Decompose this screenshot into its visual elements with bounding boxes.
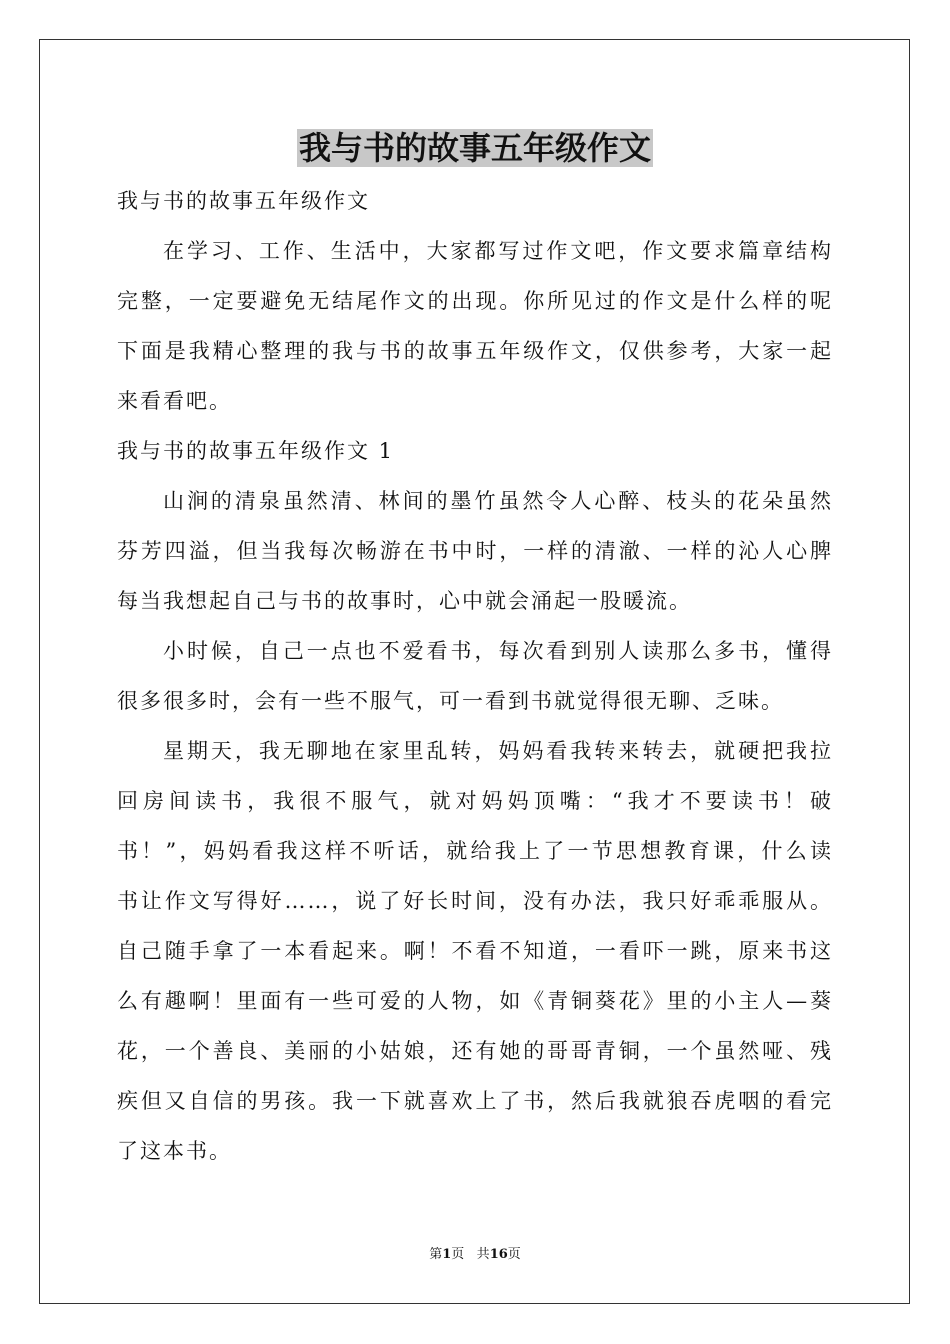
text-line: 芬芳四溢，但当我每次畅游在书中时，一样的清澈、一样的沁人心脾 xyxy=(117,539,833,563)
text-line: 在学习、工作、生活中，大家都写过作文吧，作文要求篇章结构 xyxy=(163,239,833,263)
text-line: 很多很多时，会有一些不服气，可一看到书就觉得很无聊、乏味。 xyxy=(117,689,784,713)
text-line: 疾但又自信的男孩。我一下就喜欢上了书，然后我就狼吞虎咽的看完 xyxy=(117,1089,833,1113)
footer-prefix: 第 xyxy=(429,1247,443,1262)
total-page-count: 16 xyxy=(489,1247,508,1262)
text-line: 下面是我精心整理的我与书的故事五年级作文，仅供参考，大家一起 xyxy=(117,339,833,363)
text-line: 来看看吧。 xyxy=(117,389,232,413)
current-page-number: 1 xyxy=(442,1247,452,1262)
text-line: 我与书的故事五年级作文 xyxy=(117,189,370,213)
footer-page-suffix: 页 xyxy=(451,1247,465,1262)
document-body xyxy=(117,176,833,1176)
text-line: 我与书的故事五年级作文 1 xyxy=(117,439,395,463)
text-line: 书让作文写得好……，说了好长时间，没有办法，我只好乖乖服从。 xyxy=(117,889,833,913)
text-line: 花，一个善良、美丽的小姑娘，还有她的哥哥青铜，一个虽然哑、残 xyxy=(117,1039,833,1063)
footer-total-suffix: 页 xyxy=(507,1247,521,1262)
text-line: 回房间读书，我很不服气，就对妈妈顶嘴：“我才不要读书！破 xyxy=(117,789,833,813)
text-line: 每当我想起自己与书的故事时，心中就会涌起一股暖流。 xyxy=(117,589,692,613)
text-line: 了这本书。 xyxy=(117,1139,232,1163)
text-line: 么有趣啊！里面有一些可爱的人物，如《青铜葵花》里的小主人—葵 xyxy=(117,989,833,1013)
text-line: 自己随手拿了一本看起来。啊！不看不知道，一看吓一跳，原来书这 xyxy=(117,939,833,963)
document-title xyxy=(0,124,950,172)
text-line: 星期天，我无聊地在家里乱转，妈妈看我转来转去，就硬把我拉 xyxy=(163,739,833,763)
document-title-text: 我与书的故事五年级作文 xyxy=(298,129,651,167)
text-line: 书！”，妈妈看我这样不听话，就给我上了一节思想教育课，什么读 xyxy=(117,839,833,863)
footer-total-prefix: 共 xyxy=(476,1247,490,1262)
text-line: 小时候，自己一点也不爱看书，每次看到别人读那么多书，懂得 xyxy=(163,639,833,663)
text-line: 完整，一定要避免无结尾作文的出现。你所见过的作文是什么样的呢 xyxy=(117,289,833,313)
page-footer xyxy=(0,1245,950,1265)
text-line: 山涧的清泉虽然清、林间的墨竹虽然令人心醉、枝头的花朵虽然 xyxy=(163,489,833,513)
